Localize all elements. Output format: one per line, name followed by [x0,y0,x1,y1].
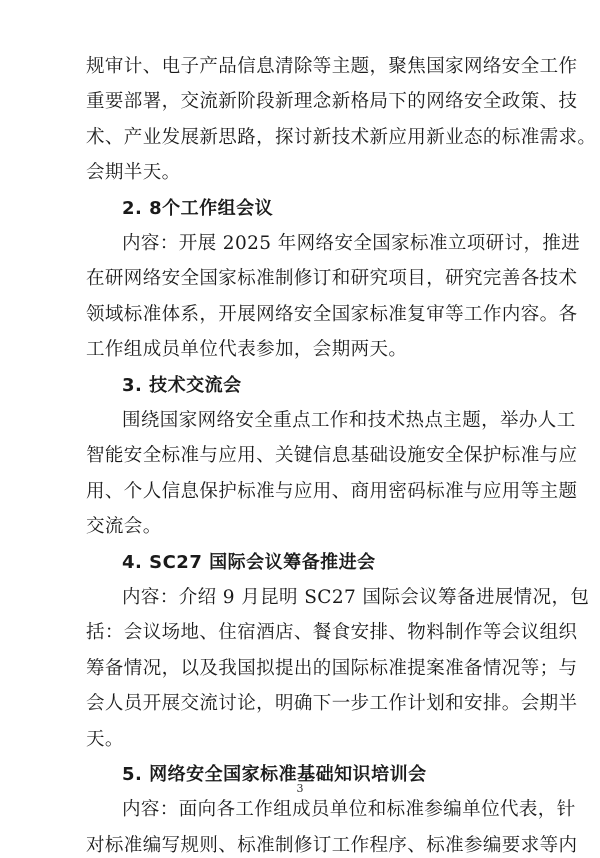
paragraph-line: 领域标准体系，开展网络安全国家标准复审等工作内容。各 [86,303,578,325]
paragraph-line: 筹备情况，以及我国拟提出的国际标准提案准备情况等；与 [86,657,578,679]
section-heading: 2. 8个工作组会议 [122,197,274,219]
paragraph-line: 天。 [86,728,124,750]
paragraph-line: 内容：开展 2025 年网络安全国家标准立项研讨，推进 [122,233,581,254]
paragraph-line: 对标准编写规则、标准制修订工作程序、标准参编要求等内 [86,834,578,856]
section-heading: 5. 网络安全国家标准基础知识培训会 [122,764,427,785]
paragraph-line: 重要部署，交流新阶段新理念新格局下的网络安全政策、技 [86,91,578,113]
paragraph-line: 内容：面向各工作组成员单位和标准参编单位代表，针 [122,799,576,821]
paragraph-line: 在研网络安全国家标准制修订和研究项目，研究完善各技术 [86,268,578,290]
section-heading: 3. 技术交流会 [122,374,242,396]
paragraph-line: 会人员开展交流讨论，明确下一步工作计划和安排。会期半 [86,693,578,715]
paragraph-line: 括：会议场地、住宿酒店、餐食安排、物料制作等会议组织 [86,622,578,644]
paragraph-line: 会期半天。 [86,162,181,184]
paragraph-line: 术、产业发展新思路，探讨新技术新应用新业态的标准需求。 [86,126,597,148]
paragraph-line: 用、个人信息保护标准与应用、商用密码标准与应用等主题 [86,480,578,502]
section-heading: 4. SC27 国际会议筹备推进会 [122,551,376,573]
page-number: 3 [296,782,304,795]
paragraph-line: 围绕国家网络安全重点工作和技术热点主题，举办人工 [122,410,576,431]
paragraph-line: 交流会。 [86,516,162,538]
paragraph-line: 工作组成员单位代表参加，会期两天。 [86,339,408,361]
paragraph-line: 智能安全标准与应用、关键信息基础设施安全保护标准与应 [86,445,578,467]
paragraph-line: 内容：介绍 9 月昆明 SC27 国际会议筹备进展情况，包 [122,587,590,608]
paragraph-line: 规审计、电子产品信息清除等主题，聚焦国家网络安全工作 [86,56,578,77]
